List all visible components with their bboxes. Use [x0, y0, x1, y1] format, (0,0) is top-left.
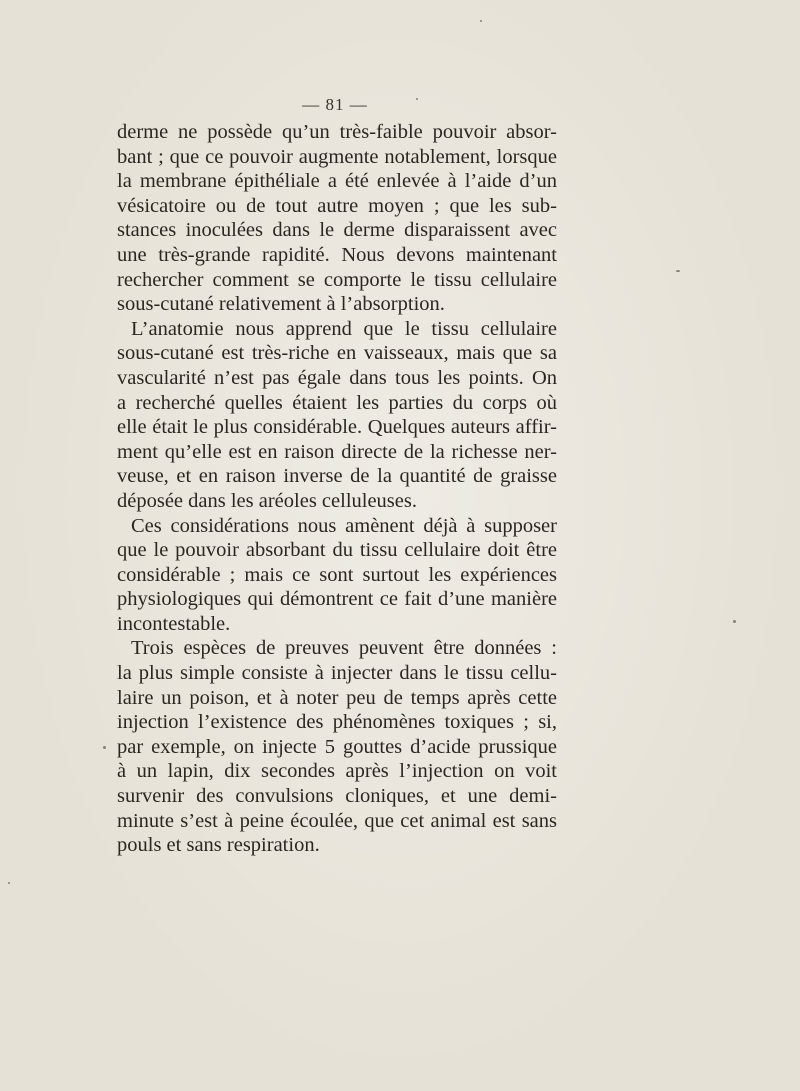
text-line: physiologiques qui démontrent ce fait d’une manière: [117, 588, 557, 611]
text-line: la plus simple consiste à injecter dans le tissu cellu-: [117, 662, 557, 685]
text-line: vésicatoire ou de tout autre moyen ; que les sub-: [117, 194, 557, 217]
text-line: considérable ; mais ce sont surtout les expériences: [117, 563, 557, 586]
text-line: vascularité n’est pas égale dans tous les points. On: [117, 366, 557, 389]
paper-speck: [733, 620, 736, 623]
text-line: pouls et sans respiration.: [117, 834, 320, 857]
text-line: la membrane épithéliale a été enlevée à l’aide d’un: [117, 170, 557, 193]
text-line: rechercher comment se comporte le tissu cellulaire: [117, 268, 557, 291]
paper-speck: [480, 20, 482, 22]
text-line: a recherché quelles étaient les parties du corps où: [117, 391, 557, 414]
text-line: survenir des convulsions cloniques, et une demi-: [117, 785, 557, 808]
text-line: veuse, et en raison inverse de la quantité de graisse: [117, 465, 557, 488]
text-line: une très-grande rapidité. Nous devons maintenant: [117, 243, 557, 266]
text-line: sous-cutané relativement à l’absorption.: [117, 293, 445, 316]
paper-speck: [8, 882, 10, 884]
page-number: — 81 —: [302, 95, 368, 114]
text-line: L’anatomie nous apprend que le tissu cellulaire: [131, 317, 557, 340]
text-line: que le pouvoir absorbant du tissu cellulaire doit être: [117, 539, 557, 562]
paper-speck: [676, 270, 680, 272]
text-line: déposée dans les aréoles celluleuses.: [117, 489, 417, 512]
body-text: [117, 120, 557, 858]
text-line: bant ; que ce pouvoir augmente notablement, lorsque: [117, 145, 557, 168]
text-line: injection l’existence des phénomènes toxiques ; si,: [117, 711, 557, 734]
text-line: Trois espèces de preuves peuvent être données :: [131, 637, 557, 660]
paper-speck: [103, 746, 106, 749]
paper-speck: [416, 98, 418, 100]
text-line: laire un poison, et à noter peu de temps après cette: [117, 686, 557, 709]
text-line: minute s’est à peine écoulée, que cet animal est sans: [117, 809, 557, 832]
text-line: derme ne possède qu’un très-faible pouvoir absor-: [117, 121, 557, 143]
text-line: incontestable.: [117, 612, 231, 635]
text-line: sous-cutané est très-riche en vaisseaux, mais que sa: [117, 342, 557, 365]
text-line: à un lapin, dix secondes après l’injection on voit: [117, 760, 557, 783]
text-line: elle était le plus considérable. Quelques auteurs affir-: [117, 416, 557, 439]
text-line: ment qu’elle est en raison directe de la richesse ner-: [117, 440, 557, 463]
text-line: par exemple, on injecte 5 gouttes d’acide prussique: [117, 735, 557, 758]
text-line: stances inoculées dans le derme disparaissent avec: [117, 219, 557, 242]
text-line: Ces considérations nous amènent déjà à supposer: [131, 514, 557, 537]
